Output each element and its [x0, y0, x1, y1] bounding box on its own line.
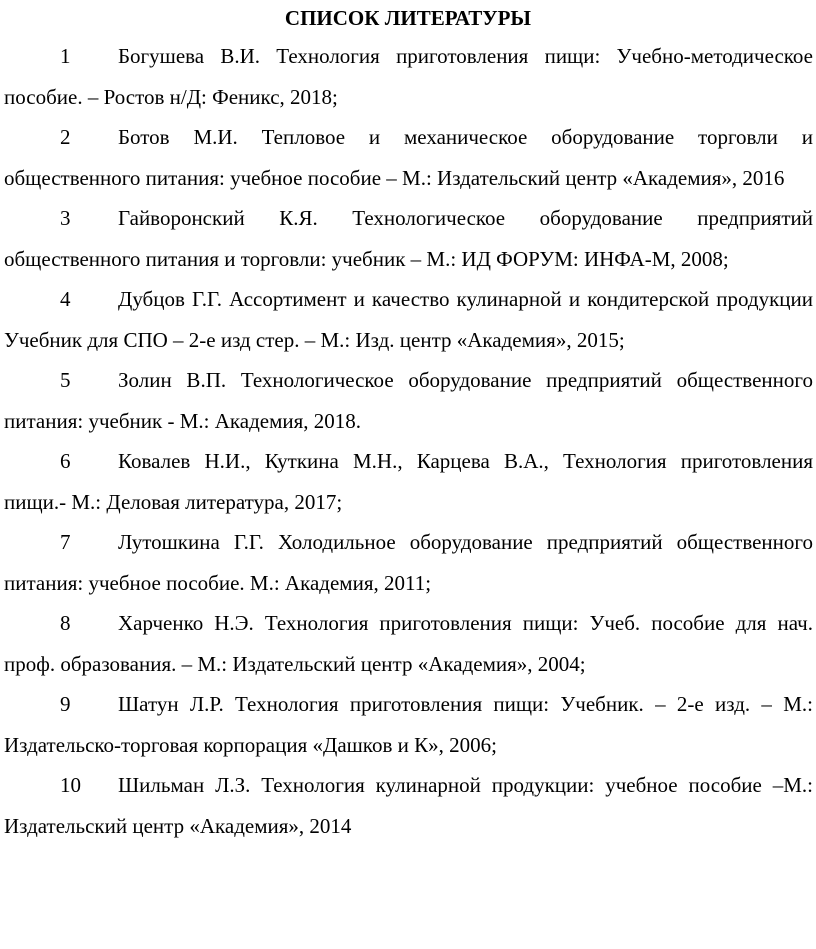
entry-text: Золин В.П. Технологическое оборудование предприятий общественного питания: учебник - М.: Академия, 2018. — [4, 368, 813, 433]
page-title: СПИСОК ЛИТЕРАТУРЫ — [284, 6, 532, 30]
bibliography-entry — [4, 360, 813, 441]
bibliography-entry — [4, 684, 813, 765]
entry-number: 6 — [60, 449, 71, 473]
bibliography-entry — [4, 198, 813, 279]
bibliography-entry — [4, 279, 813, 360]
entry-text: Харченко Н.Э. Технология приготовления пищи: Учеб. пособие для нач. проф. образования. – М.: Издательский центр «Академия», 2004; — [4, 611, 813, 676]
entry-text: Гайворонский К.Я. Технологическое оборудование предприятий общественного питания и торговли: учебник – М.: ИД ФОРУМ: ИНФА-М, 2008; — [4, 206, 813, 271]
entry-text: Ковалев Н.И., Куткина М.Н., Карцева В.А., Технология приготовления пищи.- М.: Деловая литература, 2017; — [4, 449, 813, 514]
entry-number: 5 — [60, 368, 71, 392]
entry-number: 10 — [60, 773, 81, 797]
entry-number: 7 — [60, 530, 71, 554]
entry-text: Дубцов Г.Г. Ассортимент и качество кулинарной и кондитерской продукции Учебник для СПО – 2-е изд стер. – М.: Изд. центр «Академия», 2015; — [4, 287, 813, 352]
entry-number: 8 — [60, 611, 71, 635]
entry-number: 3 — [60, 206, 71, 230]
bibliography-entry — [4, 603, 813, 684]
bibliography-entry — [4, 765, 813, 846]
bibliography-list — [4, 36, 813, 846]
bibliography-entry — [4, 36, 813, 117]
entry-number: 9 — [60, 692, 71, 716]
entry-number: 2 — [60, 125, 71, 149]
entry-number: 4 — [60, 287, 71, 311]
bibliography-entry — [4, 522, 813, 603]
entry-text: Лутошкина Г.Г. Холодильное оборудование предприятий общественного питания: учебное пособие. М.: Академия, 2011; — [4, 530, 813, 595]
entry-text: Шильман Л.З. Технология кулинарной продукции: учебное пособие –М.: Издательский центр «Академия», 2014 — [4, 773, 813, 838]
bibliography-entry — [4, 117, 813, 198]
bibliography-entry — [4, 441, 813, 522]
entry-text: Шатун Л.Р. Технология приготовления пищи: Учебник. – 2-е изд. – М.: Издательско-торговая корпорация «Дашков и К», 2006; — [4, 692, 813, 757]
entry-text: Богушева В.И. Технология приготовления пищи: Учебно-методическое пособие. – Ростов н/Д: Феникс, 2018; — [4, 44, 813, 109]
entry-text: Ботов М.И. Тепловое и механическое оборудование торговли и общественного питания: учебное пособие – М.: Издательский центр «Академия», 2016 — [4, 125, 813, 190]
entry-number: 1 — [60, 44, 71, 68]
